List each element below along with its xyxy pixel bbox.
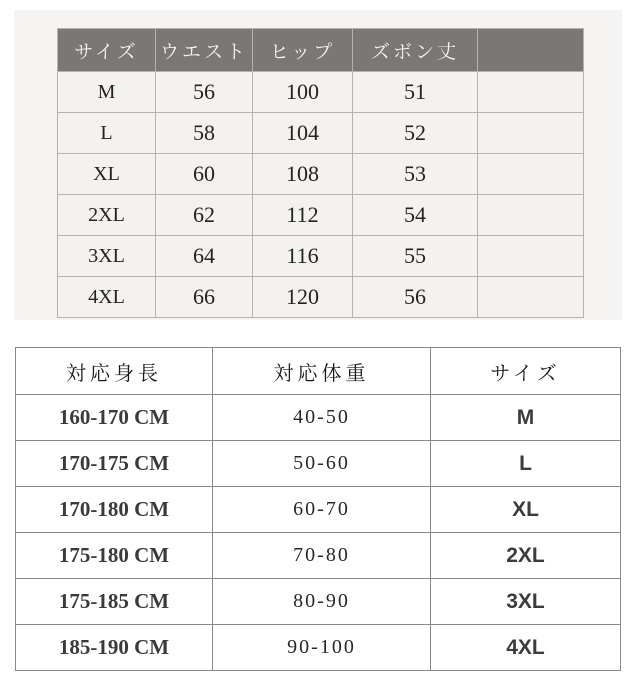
cell-size: XL (431, 487, 621, 533)
measurement-table (57, 28, 584, 318)
cell-weight: 90-100 (213, 625, 431, 671)
cell-size: 4XL (58, 277, 156, 318)
cell-empty (478, 236, 584, 277)
cell-size: L (431, 441, 621, 487)
cell-waist: 64 (156, 236, 253, 277)
cell-empty (478, 154, 584, 195)
measurement-table-panel (14, 10, 622, 320)
cell-waist: 56 (156, 72, 253, 113)
cell-empty (478, 195, 584, 236)
fit-row-m (16, 395, 621, 441)
fit-row-l (16, 441, 621, 487)
cell-pants-length: 53 (353, 154, 478, 195)
measurement-row-l (58, 113, 584, 154)
cell-weight: 60-70 (213, 487, 431, 533)
fit-row-3xl (16, 579, 621, 625)
measurement-row-m (58, 72, 584, 113)
header-pants-length: ズボン丈 (353, 29, 478, 72)
cell-size: M (58, 72, 156, 113)
header-weight: 対応体重 (213, 348, 431, 395)
cell-height: 170-180 CM (16, 487, 213, 533)
cell-height: 175-180 CM (16, 533, 213, 579)
measurement-row-4xl (58, 277, 584, 318)
cell-hip: 120 (253, 277, 353, 318)
cell-hip: 116 (253, 236, 353, 277)
cell-height: 160-170 CM (16, 395, 213, 441)
cell-empty (478, 72, 584, 113)
fit-table (15, 347, 621, 671)
header-empty (478, 29, 584, 72)
cell-empty (478, 277, 584, 318)
cell-pants-length: 51 (353, 72, 478, 113)
cell-weight: 50-60 (213, 441, 431, 487)
header-hip: ヒップ (253, 29, 353, 72)
cell-waist: 60 (156, 154, 253, 195)
measurement-row-3xl (58, 236, 584, 277)
cell-weight: 80-90 (213, 579, 431, 625)
fit-row-4xl (16, 625, 621, 671)
cell-hip: 108 (253, 154, 353, 195)
measurement-row-xl (58, 154, 584, 195)
cell-pants-length: 55 (353, 236, 478, 277)
header-height: 対応身長 (16, 348, 213, 395)
cell-size: 3XL (431, 579, 621, 625)
cell-hip: 100 (253, 72, 353, 113)
cell-size: 4XL (431, 625, 621, 671)
cell-waist: 62 (156, 195, 253, 236)
cell-height: 170-175 CM (16, 441, 213, 487)
header-waist: ウエスト (156, 29, 253, 72)
cell-weight: 40-50 (213, 395, 431, 441)
cell-weight: 70-80 (213, 533, 431, 579)
cell-size: XL (58, 154, 156, 195)
cell-hip: 104 (253, 113, 353, 154)
cell-pants-length: 52 (353, 113, 478, 154)
measurement-row-2xl (58, 195, 584, 236)
header-size: サイズ (58, 29, 156, 72)
header-size: サイズ (431, 348, 621, 395)
cell-size: L (58, 113, 156, 154)
cell-size: 2XL (431, 533, 621, 579)
fit-row-xl (16, 487, 621, 533)
cell-height: 185-190 CM (16, 625, 213, 671)
cell-hip: 112 (253, 195, 353, 236)
cell-empty (478, 113, 584, 154)
fit-header-row (16, 348, 621, 395)
cell-pants-length: 56 (353, 277, 478, 318)
measurement-header-row (58, 29, 584, 72)
fit-row-2xl (16, 533, 621, 579)
cell-height: 175-185 CM (16, 579, 213, 625)
cell-size: M (431, 395, 621, 441)
cell-waist: 58 (156, 113, 253, 154)
cell-waist: 66 (156, 277, 253, 318)
cell-size: 2XL (58, 195, 156, 236)
cell-size: 3XL (58, 236, 156, 277)
cell-pants-length: 54 (353, 195, 478, 236)
